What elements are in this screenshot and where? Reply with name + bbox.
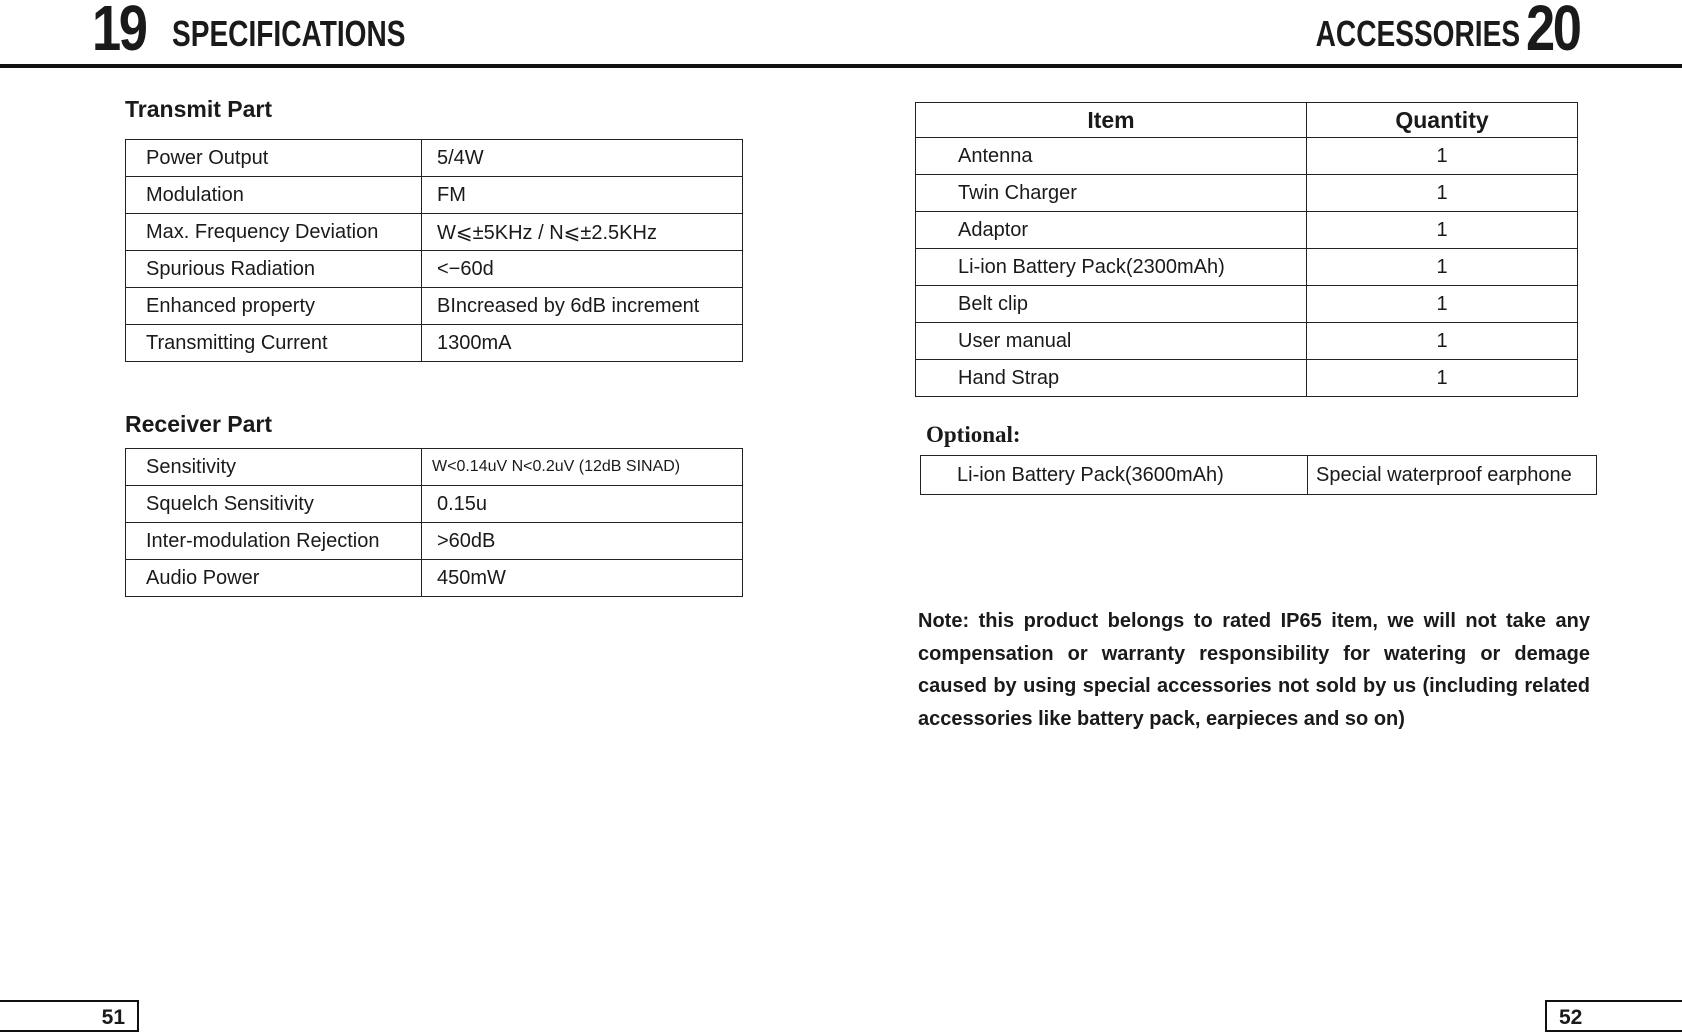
- transmit-part-title: Transmit Part: [125, 96, 272, 122]
- table-row: [126, 288, 743, 325]
- transmit-spec-table: [125, 139, 743, 362]
- table-row: [126, 140, 743, 177]
- accessory-quantity: 1: [1307, 212, 1578, 249]
- spec-value: 0.15u: [422, 486, 743, 523]
- spec-label: Inter-modulation Rejection: [126, 523, 422, 560]
- spec-value: W⩽±5KHz / N⩽±2.5KHz: [422, 214, 743, 251]
- chapter-number-left: 19: [92, 0, 146, 64]
- table-row: [916, 249, 1578, 286]
- chapter-title-accessories: ACCESSORIES: [1315, 13, 1520, 54]
- page-number-right: 52: [1545, 1000, 1682, 1032]
- table-row: [916, 175, 1578, 212]
- optional-item: Li-ion Battery Pack(3600mAh): [921, 456, 1308, 495]
- accessory-item: Li-ion Battery Pack(2300mAh): [916, 249, 1307, 286]
- accessory-item: Twin Charger: [916, 175, 1307, 212]
- spec-value: 1300mA: [422, 325, 743, 362]
- note-paragraph: Note: this product belongs to rated IP65 item, we will not take any compensation or warranty responsibility for watering or demage caused by using special accessories not sold by us (including related accessories like battery pack, earpieces and so on): [918, 610, 1590, 730]
- column-header-item: Item: [916, 103, 1307, 138]
- accessory-quantity: 1: [1307, 286, 1578, 323]
- spec-value: FM: [422, 177, 743, 214]
- spec-label: Audio Power: [126, 560, 422, 597]
- table-row: [916, 360, 1578, 397]
- header-rule: [0, 64, 1682, 68]
- spec-value: <−60d: [422, 251, 743, 288]
- chapter-title-specifications: SPECIFICATIONS: [172, 13, 406, 54]
- accessory-item: User manual: [916, 323, 1307, 360]
- spec-label: Enhanced property: [126, 288, 422, 325]
- table-row: [916, 286, 1578, 323]
- spec-value: BIncreased by 6dB increment: [422, 288, 743, 325]
- table-row: [126, 325, 743, 362]
- spec-value: 450mW: [422, 560, 743, 597]
- table-header-row: [916, 103, 1578, 138]
- accessory-quantity: 1: [1307, 360, 1578, 397]
- table-row: [921, 456, 1597, 495]
- accessories-table: [915, 102, 1578, 397]
- optional-label: Optional:: [926, 422, 1021, 447]
- accessory-quantity: 1: [1307, 323, 1578, 360]
- receiver-spec-table: [125, 448, 743, 597]
- optional-table: [920, 455, 1597, 495]
- accessory-item: Adaptor: [916, 212, 1307, 249]
- spec-label: Sensitivity: [126, 449, 422, 486]
- table-row: [916, 138, 1578, 175]
- spec-label: Squelch Sensitivity: [126, 486, 422, 523]
- spec-label: Power Output: [126, 140, 422, 177]
- table-row: [126, 251, 743, 288]
- spec-value: >60dB: [422, 523, 743, 560]
- table-row: [126, 523, 743, 560]
- accessory-quantity: 1: [1307, 138, 1578, 175]
- table-row: [916, 212, 1578, 249]
- table-row: [126, 560, 743, 597]
- chapter-number-right: 20: [1526, 0, 1580, 64]
- spec-label: Max. Frequency Deviation: [126, 214, 422, 251]
- table-row: [916, 323, 1578, 360]
- optional-item: Special waterproof earphone: [1308, 456, 1597, 495]
- accessory-item: Hand Strap: [916, 360, 1307, 397]
- table-row: [126, 177, 743, 214]
- spec-value: 5/4W: [422, 140, 743, 177]
- spec-label: Transmitting Current: [126, 325, 422, 362]
- accessory-item: Antenna: [916, 138, 1307, 175]
- column-header-quantity: Quantity: [1307, 103, 1578, 138]
- page-number-left: 51: [0, 1000, 139, 1032]
- table-row: [126, 449, 743, 486]
- spec-label: Modulation: [126, 177, 422, 214]
- spec-label: Spurious Radiation: [126, 251, 422, 288]
- table-row: [126, 214, 743, 251]
- accessory-item: Belt clip: [916, 286, 1307, 323]
- accessory-quantity: 1: [1307, 175, 1578, 212]
- table-row: [126, 486, 743, 523]
- accessory-quantity: 1: [1307, 249, 1578, 286]
- receiver-part-title: Receiver Part: [125, 411, 273, 437]
- spec-value: W<0.14uV N<0.2uV (12dB SINAD): [422, 449, 743, 486]
